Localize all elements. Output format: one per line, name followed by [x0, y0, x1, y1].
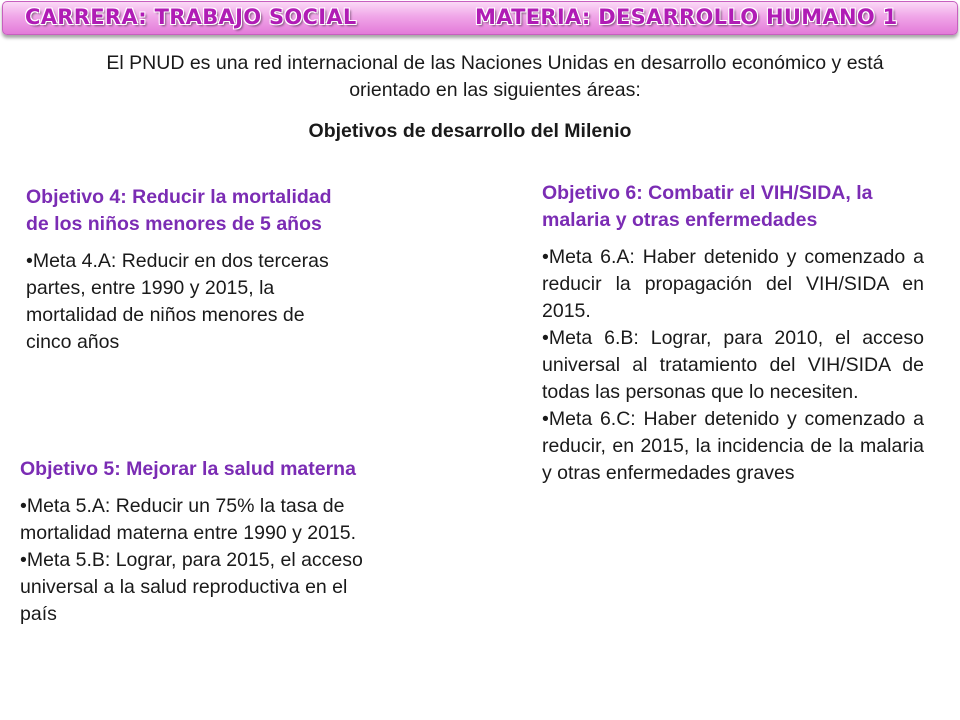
objective-4-block — [26, 184, 350, 356]
intro-paragraph: El PNUD es una red internacional de las Naciones Unidas en desarrollo económico y está orientado en las siguientes áreas: — [106, 52, 884, 101]
meta-6a: •Meta 6.A: Haber detenido y comenzado a reducir la propagación del VIH/SIDA en 2015. — [542, 246, 924, 322]
meta-4a: •Meta 4.A: Reducir en dos terceras partes, entre 1990 y 2015, la mortalidad de niños menores de cinco años — [26, 250, 329, 353]
section-title: Objetivos de desarrollo del Milenio — [308, 120, 632, 142]
meta-6c: •Meta 6.C: Haber detenido y comenzado a reducir, en 2015, la incidencia de la malaria y otras enfermedades graves — [542, 408, 924, 484]
meta-5a: •Meta 5.A: Reducir un 75% la tasa de mortalidad materna entre 1990 y 2015. — [20, 495, 357, 544]
header-career: CARRERA: TRABAJO SOCIAL — [25, 5, 357, 29]
meta-5b: •Meta 5.B: Lograr, para 2015, el acceso universal a la salud reproductiva en el país — [20, 549, 363, 625]
objective-5-title: Objetivo 5: Mejorar la salud materna — [20, 458, 356, 480]
header-subject: MATERIA: DESARROLLO HUMANO 1 — [475, 5, 898, 29]
meta-6b: •Meta 6.B: Lograr, para 2010, el acceso universal al tratamiento del VIH/SIDA de todas las personas que lo necesiten. — [542, 327, 924, 403]
objective-6-block — [542, 180, 924, 487]
objective-6-title: Objetivo 6: Combatir el VIH/SIDA, la malaria y otras enfermedades — [542, 182, 873, 231]
objective-5-block — [20, 456, 378, 628]
slide-header-banner — [2, 1, 958, 35]
objective-4-title: Objetivo 4: Reducir la mortalidad de los niños menores de 5 años — [26, 186, 332, 235]
